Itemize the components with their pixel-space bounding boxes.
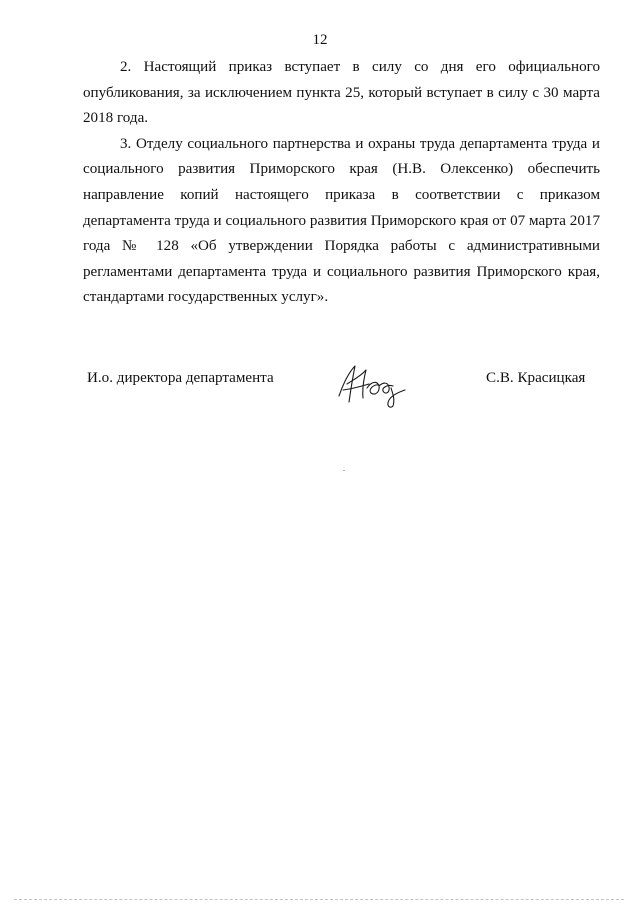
page-number: 12 xyxy=(312,32,328,48)
signer-position-title: И.о. директора департамента xyxy=(87,370,274,386)
handwritten-signature xyxy=(333,362,411,410)
scan-bottom-edge xyxy=(14,899,624,900)
paragraph-3-distribution: 3. Отделу социального партнерства и охраны труда департамента труда и социального развития Приморского края (Н.В. Олексенко) обеспечить направление копий настоящего приказа в соответствии с приказом департамента труда и социального развития Приморского края от 07 марта 2017 года № 128 «Об утверждении Порядка работы с административными регламентами департамента труда и социального развития Приморского края, стандартами государственных услуг». xyxy=(83,135,600,306)
document-body xyxy=(83,55,600,311)
scan-speck xyxy=(343,470,345,471)
signature-block xyxy=(0,362,640,422)
paragraph-2-effective-date: 2. Настоящий приказ вступает в силу со дня его официального опубликования, за исключением пункта 25, который вступает в силу с 30 марта 2018 года. xyxy=(83,59,600,127)
signer-name: С.В. Красицкая xyxy=(486,370,586,386)
